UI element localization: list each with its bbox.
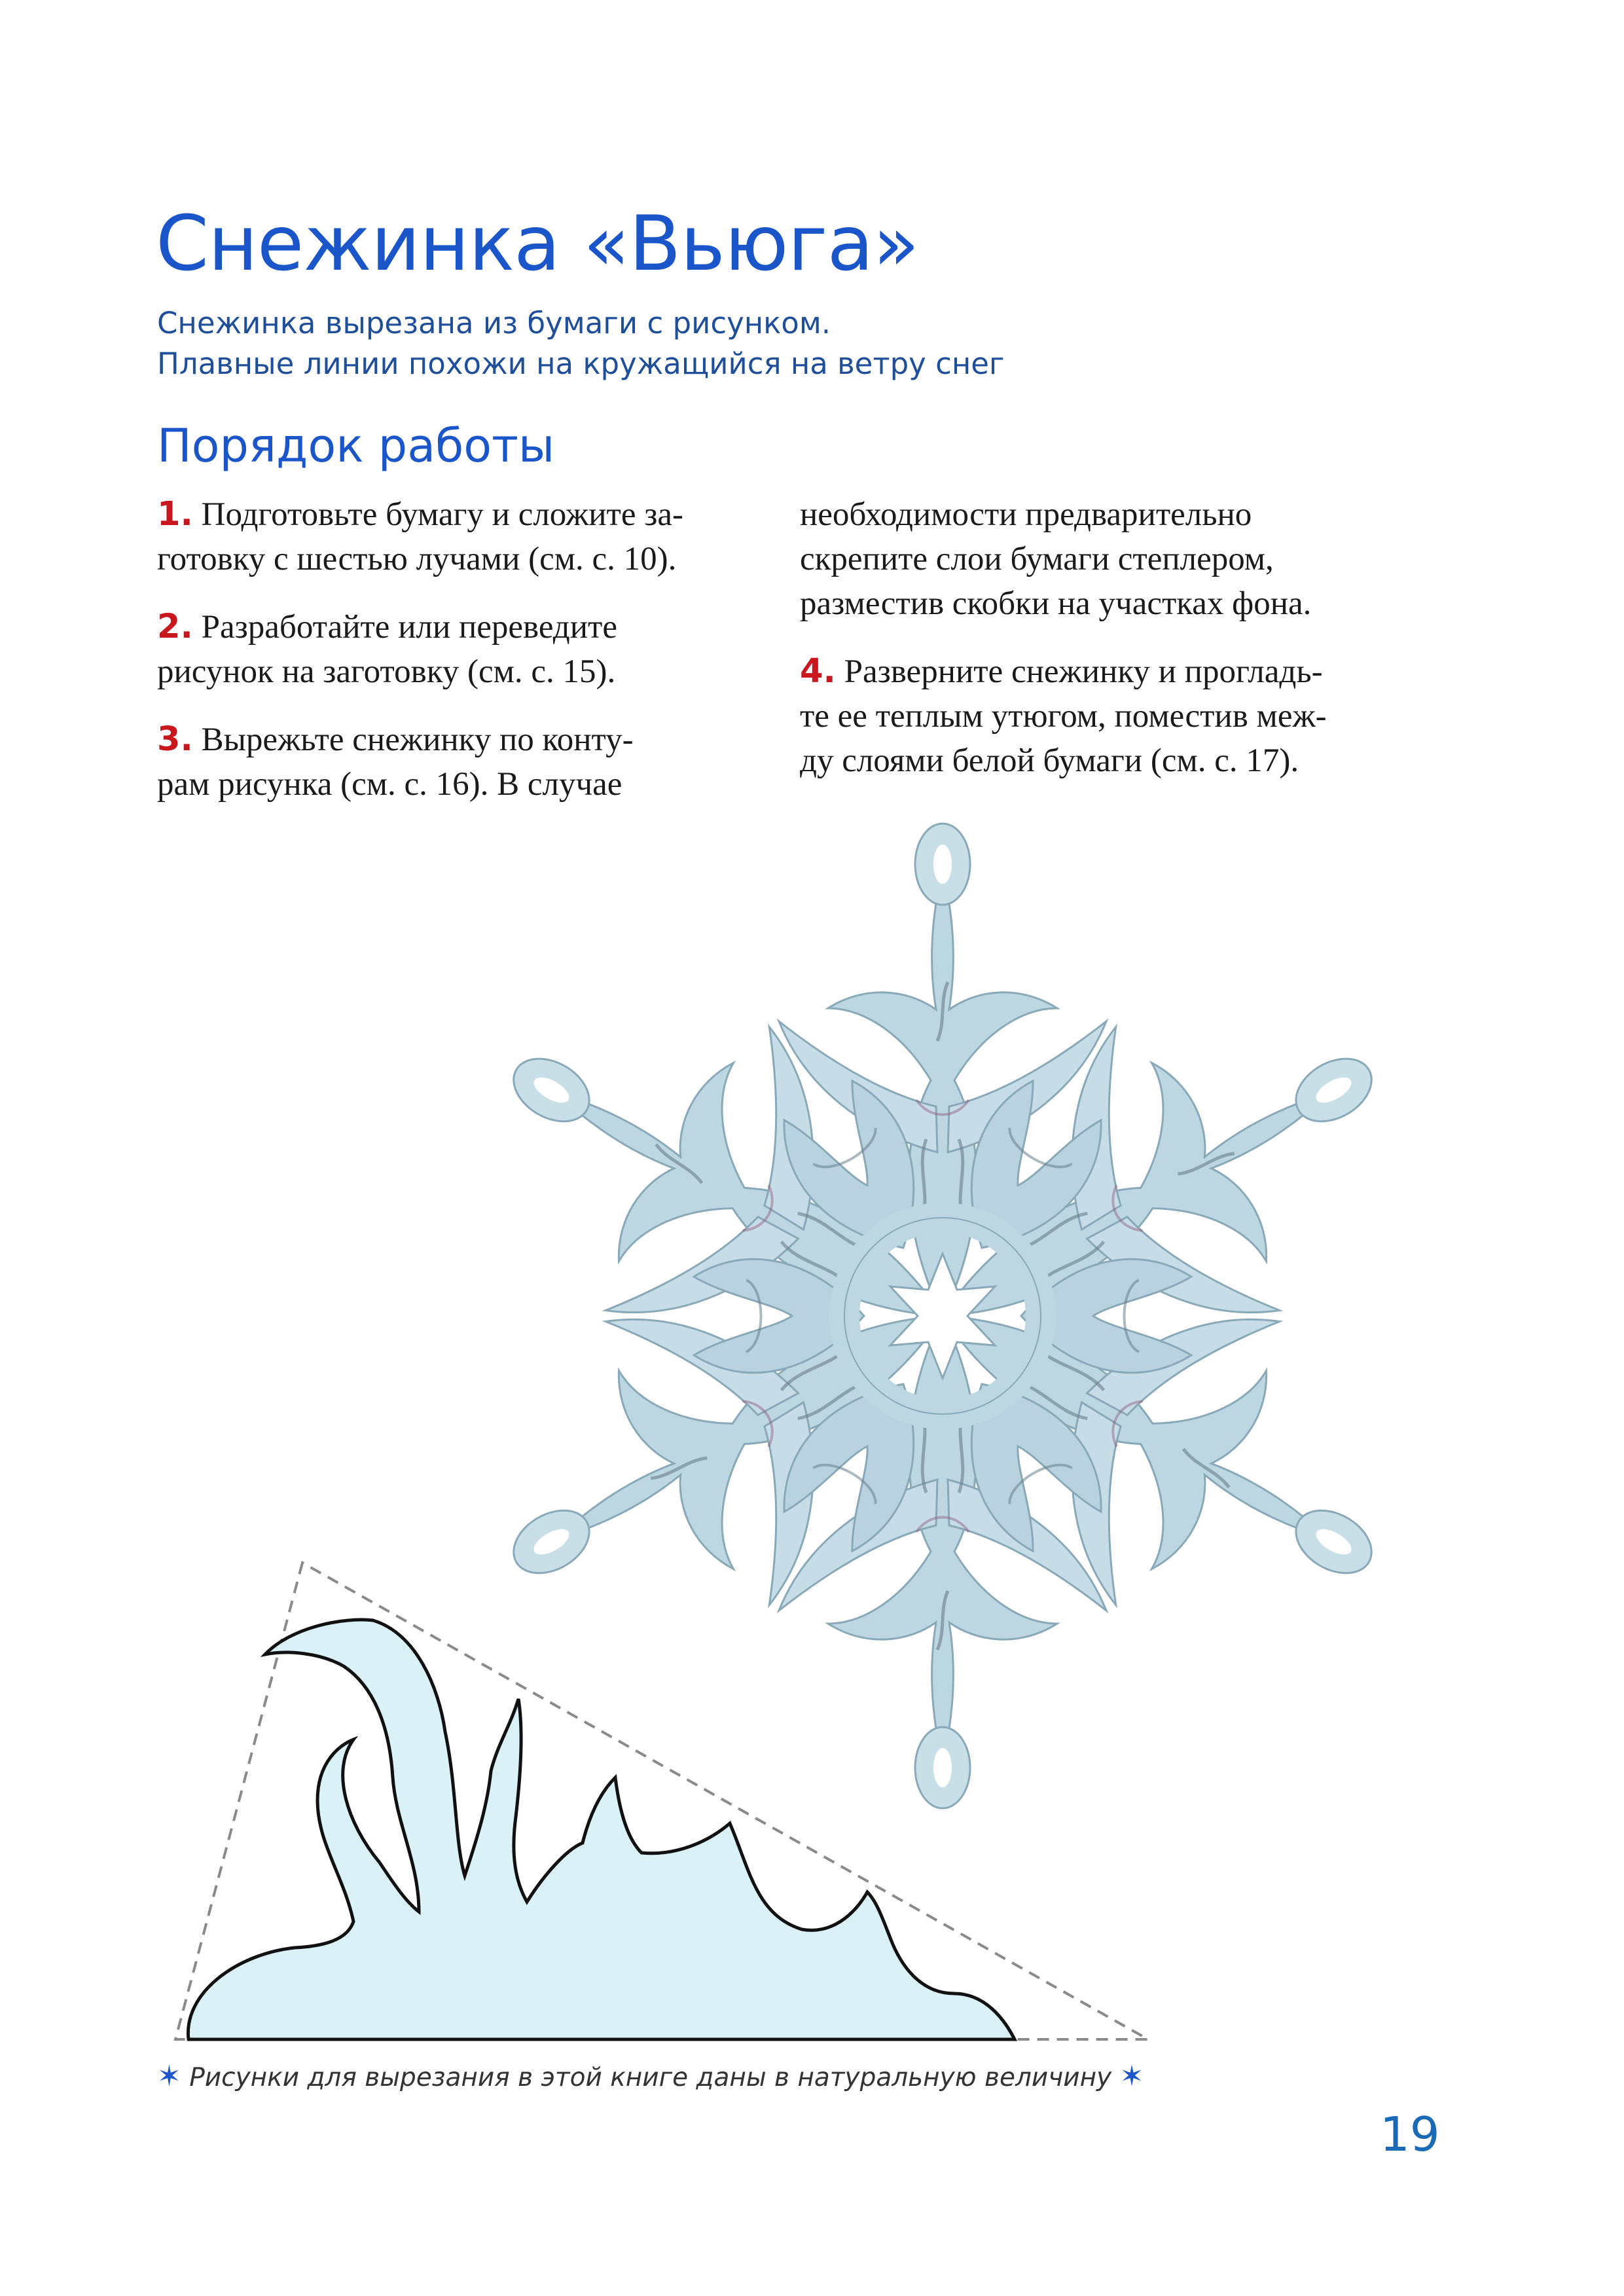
step-text: разместив скобки на участках фона. xyxy=(800,585,1312,622)
step-text: рисунок на заготовку (см. с. 15). xyxy=(157,653,616,690)
step-text: скрепите слои бумаги степлером, xyxy=(800,541,1274,577)
step-text: необходимости предварительно xyxy=(800,496,1252,533)
subtitle-line-2: Плавные линии похожи на кружащийся на ветру снег xyxy=(157,346,1005,381)
cutting-template xyxy=(157,1535,1165,2059)
step-text: ду слоями белой бумаги (см. с. 17). xyxy=(800,742,1299,779)
step-4 xyxy=(800,649,1389,783)
step-number: 1. xyxy=(157,495,193,534)
step-3-continued xyxy=(800,492,1389,626)
page-title: Снежинка «Вьюга» xyxy=(156,200,919,288)
step-2 xyxy=(157,605,746,694)
step-number: 3. xyxy=(157,720,193,759)
step-text: те ее теплым утюгом, поместив меж- xyxy=(800,698,1327,735)
steps-column-right xyxy=(800,492,1389,807)
footnote-text: Рисунки для вырезания в этой книге даны в натуральную величину xyxy=(189,2063,1112,2092)
template-shape xyxy=(188,1620,1015,2039)
star-icon: ✶ xyxy=(1119,2060,1144,2093)
subtitle-line-1: Снежинка вырезана из бумаги с рисунком. xyxy=(157,306,831,340)
step-number: 2. xyxy=(157,608,193,646)
step-number: 4. xyxy=(800,652,836,691)
step-text: Подготовьте бумагу и сложите за- xyxy=(201,496,683,533)
step-text: рам рисунка (см. с. 16). В случае xyxy=(157,766,623,803)
footnote xyxy=(157,2060,1144,2093)
step-text: Разработайте или переведите xyxy=(201,609,617,646)
step-3 xyxy=(157,718,746,807)
step-text: Разверните снежинку и прогладь- xyxy=(844,653,1323,690)
step-text: Вырежьте снежинку по конту- xyxy=(201,721,634,758)
step-text: готовку с шестью лучами (см. с. 10). xyxy=(157,541,677,577)
step-1 xyxy=(157,492,746,581)
section-heading: Порядок работы xyxy=(157,419,555,473)
star-icon: ✶ xyxy=(157,2060,181,2093)
page-number: 19 xyxy=(1380,2107,1440,2162)
steps-column-left xyxy=(157,492,746,830)
subtitle xyxy=(157,303,1005,384)
